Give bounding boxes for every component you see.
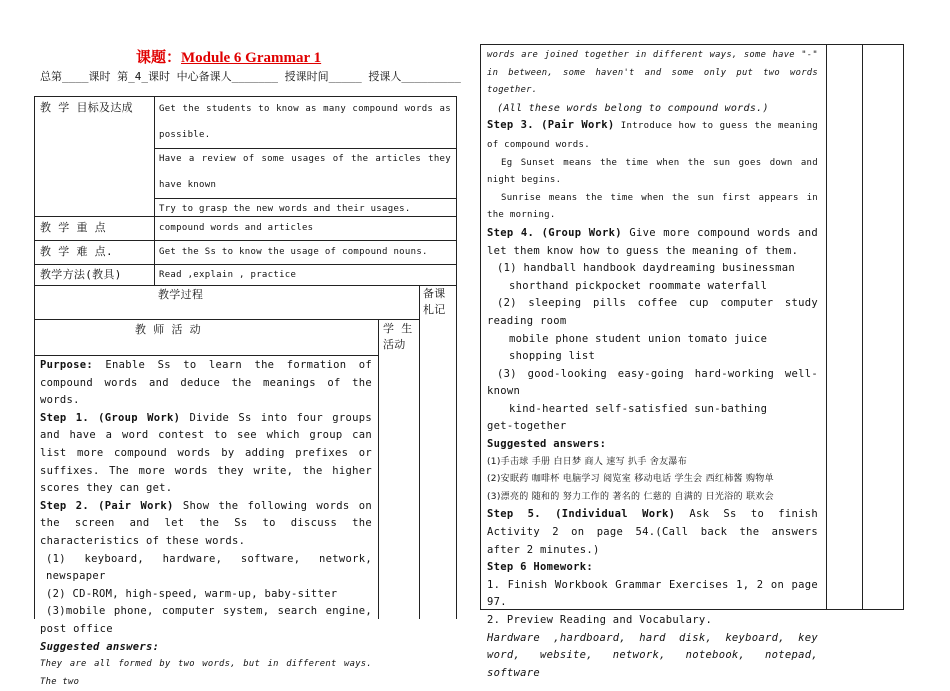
suggested-answers-label-2: Suggested answers: — [487, 438, 607, 451]
step1-text: Divide Ss into four groups and have a word contest to see which group can list more compound words by adding prefixes or suffixes. The more words they write, the higher scores they can get. — [40, 411, 373, 495]
goal-2: Have a review of some usages of the articles they have known — [159, 154, 451, 190]
step1-label: Step 1. (Group Work) — [40, 411, 181, 424]
chinese-answers-3: (3)漂亮的 随和的 努力工作的 著名的 仁慈的 自满的 日光浴的 联欢会 — [487, 491, 774, 502]
words-row-3a: (3) good-looking easy-going hard-working well-known — [487, 367, 818, 398]
difficulty-label: 教 学 难 点. — [40, 245, 113, 258]
compound-note: (All these words belong to compound words.) — [497, 102, 769, 114]
purpose-label: Purpose: — [40, 359, 93, 371]
step4-text: Give more compound words and let them know how to guess the meaning of them. — [487, 226, 818, 257]
method-value: Read ,explain , practice — [159, 270, 297, 280]
word-list-2: (2) CD-ROM, high-speed, warm-up, baby-sitter — [46, 587, 338, 600]
document-title — [136, 46, 321, 67]
words-row-1a: (1) handball handbook daydreaming businessman — [497, 262, 795, 275]
words-row-3c: get-together — [487, 420, 567, 433]
goals-label: 教 学 目标及达成 — [40, 101, 133, 114]
homework-1: 1. Finish Workbook Grammar Exercises 1, 2 on page 97. — [487, 578, 818, 609]
meta-line: 总第____课时 第_4_课时 中心备课人_______ 授课时间_____ 授课人_________ — [40, 70, 461, 83]
step6-label: Step 6 Homework: — [487, 561, 593, 574]
chinese-answers-1: (1)手击球 手册 白日梦 商人 速写 扒手 舍友瀑布 — [487, 456, 688, 467]
words-row-2a: (2) sleeping pills coffee cup computer study reading room — [487, 297, 818, 327]
step5-label: Step 5. (Individual Work) — [487, 508, 676, 521]
words-row-2b: mobile phone student union tomato juice — [509, 332, 768, 345]
title-main: Module 6 Grammar 1 — [181, 50, 322, 66]
goal-3: Try to grasp the new words and their usages. — [159, 204, 411, 214]
student-activity-label: 学 生 活动 — [383, 322, 413, 351]
left-body — [40, 357, 372, 691]
word-list-3: (3)mobile phone, computer system, search engine, post office — [40, 605, 372, 635]
notes-label: 备课札记 — [423, 287, 446, 316]
process-label: 教学过程 — [158, 288, 204, 301]
step3-text: Introduce how to guess the meaning of compound words. — [487, 121, 818, 150]
key-label: 教 学 重 点 — [40, 221, 106, 234]
step2-text: Show the following words on the screen and let the Ss to discuss the characteristics of these words. — [40, 499, 373, 547]
title-prefix: 课题： — [136, 50, 182, 66]
suggested-answers-continued: words are joined together in different ways, some have "-" in between, some haven't and some only put two words together. — [487, 50, 818, 96]
step5-text: Ask Ss to finish Activity 2 on page 54.(Call back the answers after 2 minutes.) — [487, 508, 818, 556]
step4-label: Step 4. (Group Work) — [487, 226, 622, 239]
example-sunrise: Sunrise means the time when the sun first appears in the morning. — [487, 192, 818, 221]
word-list-1: (1) keyboard, hardware, software, network, newspaper — [46, 552, 372, 583]
suggested-answers-text: They are all formed by two words, but in different ways. The two — [40, 659, 372, 687]
homework-words: Hardware ,hardboard, hard disk, keyboard, key word, website, network, notebook, notepad, software — [487, 631, 818, 679]
goal-1: Get the students to know as many compound words as possible. — [159, 104, 451, 140]
key-value: compound words and articles — [159, 223, 314, 233]
difficulty-value: Get the Ss to know the usage of compound nouns. — [159, 247, 428, 257]
teacher-activity-label: 教 师 活 动 — [135, 323, 201, 336]
words-row-3b: kind-hearted self-satisfied sun-bathing — [509, 402, 768, 415]
suggested-answers-label: Suggested answers: — [40, 640, 160, 653]
homework-2: 2. Preview Reading and Vocabulary. — [487, 614, 713, 626]
words-row-1b: shorthand pickpocket roommate waterfall — [509, 279, 768, 292]
right-body — [487, 47, 818, 682]
words-row-2c: shopping list — [509, 350, 596, 363]
method-label: 教学方法(教具) — [40, 268, 122, 281]
step3-label: Step 3. (Pair Work) — [487, 119, 615, 132]
step2-label: Step 2. (Pair Work) — [40, 499, 174, 512]
example-sunset: Eg Sunset means the time when the sun goes down and night begins. — [487, 157, 818, 186]
purpose-text: Enable Ss to learn the formation of compound words and deduce the meanings of the words. — [40, 359, 372, 407]
chinese-answers-2: (2)安眠药 咖啡杯 电脑学习 阅览室 移动电话 学生会 西红柿酱 购物单 — [487, 474, 774, 485]
